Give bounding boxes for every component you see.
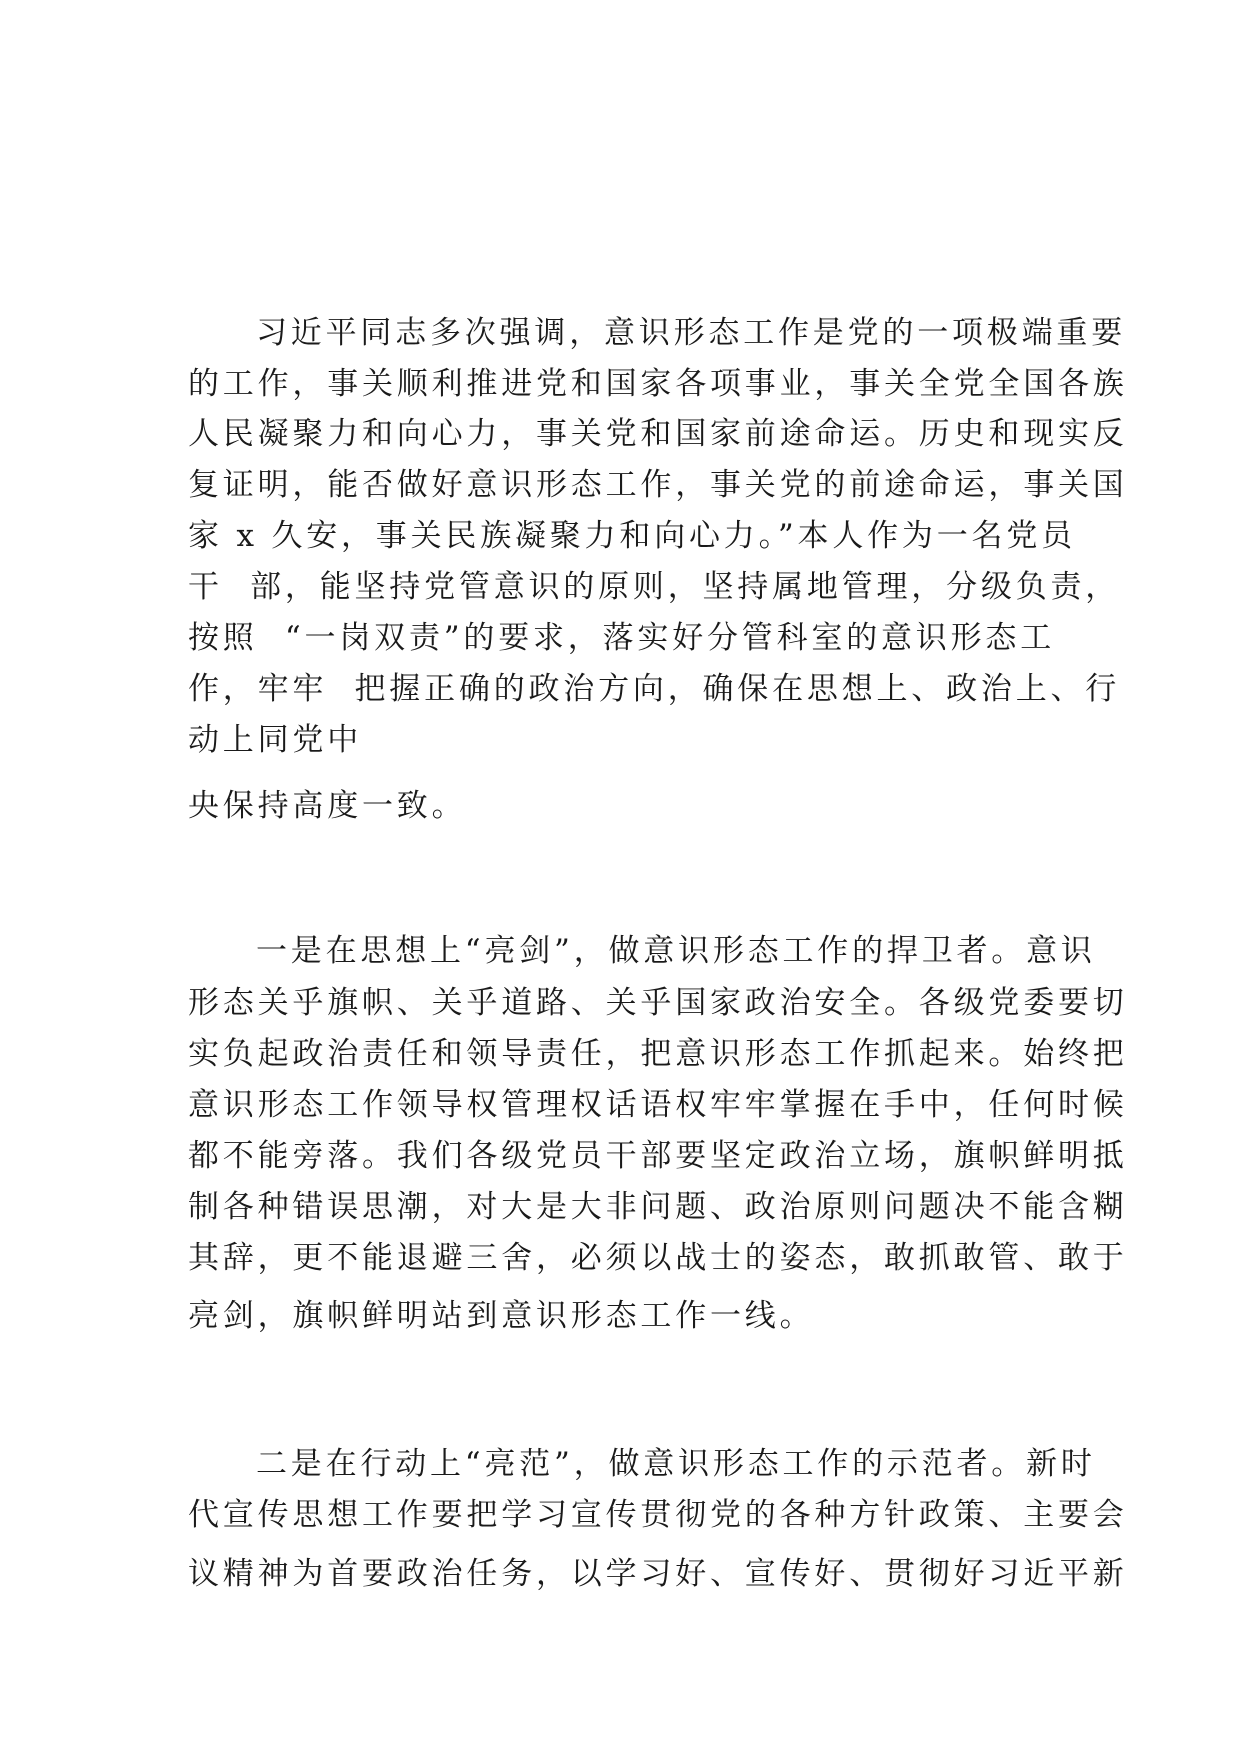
paragraph-4-line-1: 二是在行动上“亮范”，做意识形态工作的示范者。新时 xyxy=(256,1446,1096,1482)
paragraph-2-line-1: 央保持高度一致。 xyxy=(188,788,467,824)
paragraph-3-line-7: 其辞，更不能退避三舍，必须以战士的姿态，敢抓敢管、敢于 xyxy=(188,1240,1128,1276)
paragraph-3-line-6: 制各种错误思潮，对大是大非问题、政治原则问题决不能含糊 xyxy=(188,1189,1128,1225)
paragraph-1-line-1: 习近平同志多次强调，意识形态工作是党的一项极端重要 xyxy=(256,315,1126,351)
paragraph-3-line-2: 形态关乎旗帜、关乎道路、关乎国家政治安全。各级党委要切 xyxy=(188,985,1128,1021)
paragraph-3-line-3: 实负起政治责任和领导责任，把意识形态工作抓起来。始终把 xyxy=(188,1036,1128,1072)
paragraph-3-line-4: 意识形态工作领导权管理权话语权牢牢掌握在手中，任何时候 xyxy=(188,1087,1128,1123)
paragraph-3-line-5: 都不能旁落。我们各级党员干部要坚定政治立场，旗帜鲜明抵 xyxy=(188,1138,1128,1174)
paragraph-1-line-8: 作，牢牢 把握正确的政治方向，确保在思想上、政治上、行 xyxy=(188,671,1121,707)
paragraph-1-line-7: 按照 “一岗双责”的要求，落实好分管科室的意识形态工 xyxy=(188,620,1056,656)
paragraph-1-line-9: 动上同党中 xyxy=(188,722,362,758)
paragraph-1-line-3: 人民凝聚力和向心力，事关党和国家前途命运。历史和现实反 xyxy=(188,416,1128,452)
paragraph-4-line-3: 议精神为首要政治任务，以学习好、宣传好、贯彻好习近平新 xyxy=(188,1556,1128,1592)
paragraph-1-line-5: 家 x 久安，事关民族凝聚力和向心力。”本人作为一名党员 xyxy=(188,518,1076,554)
paragraph-1-line-2: 的工作，事关顺利推进党和国家各项事业，事关全党全国各族 xyxy=(188,366,1128,402)
paragraph-1-line-6: 干 部，能坚持党管意识的原则，坚持属地管理，分级负责， xyxy=(188,569,1121,605)
paragraph-1-line-4: 复证明，能否做好意识形态工作，事关党的前途命运，事关国 xyxy=(188,467,1128,503)
paragraph-4-line-2: 代宣传思想工作要把学习宣传贯彻党的各种方针政策、主要会 xyxy=(188,1497,1128,1533)
paragraph-3-line-8: 亮剑，旗帜鲜明站到意识形态工作一线。 xyxy=(188,1298,815,1334)
paragraph-3-line-1: 一是在思想上“亮剑”，做意识形态工作的捍卫者。意识 xyxy=(256,933,1096,969)
